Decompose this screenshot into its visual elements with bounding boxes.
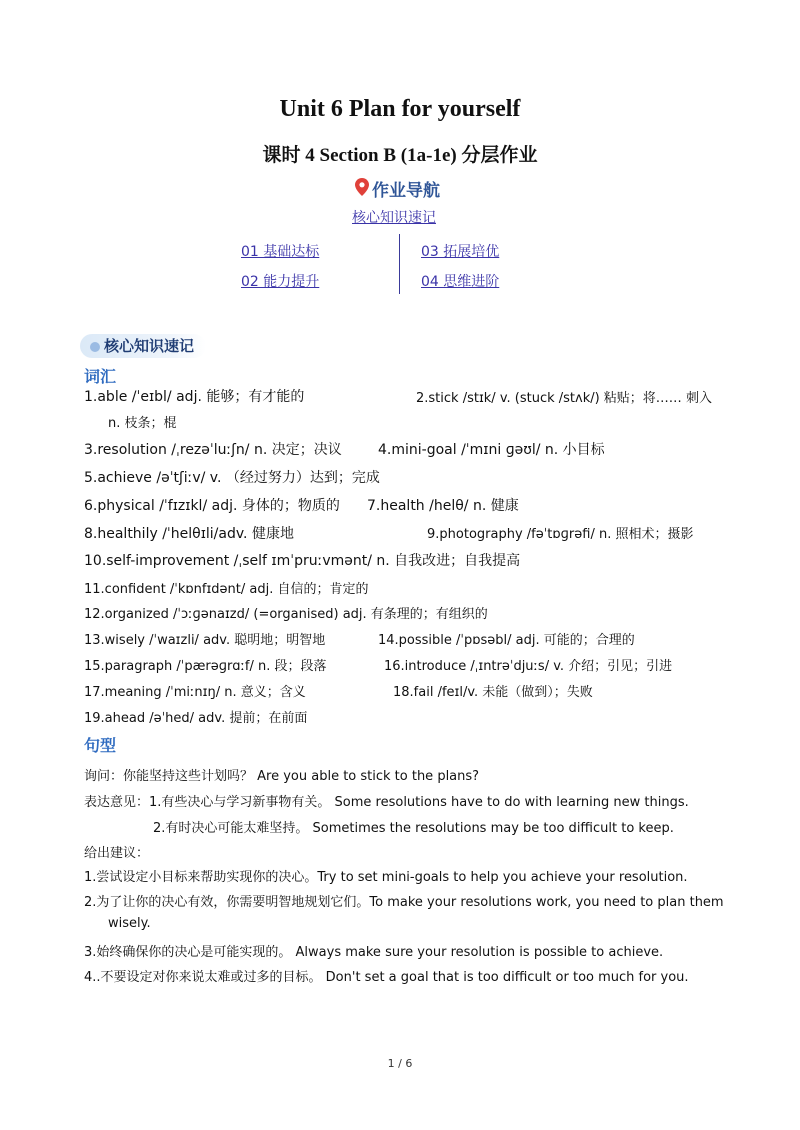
sentence-line: 2.为了让你的决心有效，你需要明智地规划它们。To make your resolutions work, you need to plan them	[84, 895, 724, 910]
sentence-line: 1.尝试设定小目标来帮助实现你的决心。Try to set mini-goals to help you achieve your resolution.	[84, 870, 688, 885]
nav-link-basic[interactable]: 01 基础达标	[241, 244, 320, 260]
vocab-item: 8.healthily /ˈhelθɪli/adv. 健康地	[84, 526, 294, 542]
vocab-item: 15.paragraph /ˈpærəɡrɑːf/ n. 段；段落	[84, 659, 327, 674]
vocab-item: 14.possible /ˈpɒsəbl/ adj. 可能的；合理的	[378, 633, 635, 648]
sentence-line: 3.始终确保你的决心是可能实现的。 Always make sure your resolution is possible to achieve.	[84, 945, 664, 960]
vocab-item: n. 枝条；棍	[108, 416, 177, 431]
nav-link-core-knowledge[interactable]: 核心知识速记	[352, 210, 436, 226]
vocab-item: 17.meaning /ˈmiːnɪŋ/ n. 意义；含义	[84, 685, 306, 700]
vocab-item: 7.health /helθ/ n. 健康	[367, 498, 519, 514]
section-banner-label: 核心知识速记	[104, 337, 195, 355]
sentence-line: wisely.	[108, 916, 151, 931]
vocab-item: 11.confident /ˈkɒnfɪdənt/ adj. 自信的；肯定的	[84, 582, 369, 597]
sentence-heading: 句型	[84, 736, 117, 755]
sentence-line: 给出建议：	[84, 846, 150, 861]
vocab-item: 18.fail /feɪl/v. 未能（做到）；失败	[393, 685, 593, 700]
vocab-item: 10.self-improvement /ˌself ɪmˈpruːvmənt/ n. 自我改进；自我提高	[84, 553, 521, 569]
nav-link-extension[interactable]: 03 拓展培优	[421, 244, 500, 260]
section-banner	[80, 334, 206, 358]
nav-divider	[399, 234, 400, 294]
vocab-item: 4.mini-goal /ˈmɪni ɡəʊl/ n. 小目标	[378, 442, 605, 458]
sentence-line: 4..不要设定对你来说太难或过多的目标。 Don't set a goal that is too difficult or too much for you.	[84, 970, 689, 985]
sentence-line: 询问：你能坚持这些计划吗？ Are you able to stick to the plans?	[84, 769, 480, 784]
page-title: Unit 6 Plan for yourself	[279, 96, 521, 122]
vocab-item: 1.able /ˈeɪbl/ adj. 能够；有才能的	[84, 389, 305, 405]
location-pin-icon	[355, 178, 369, 196]
vocab-item: 16.introduce /ˌɪntrəˈdjuːs/ v. 介绍；引见；引进	[384, 659, 673, 674]
vocab-item: 6.physical /ˈfɪzɪkl/ adj. 身体的；物质的	[84, 498, 340, 514]
bullet-dot-icon	[90, 342, 100, 352]
page-subtitle: 课时 4 Section B (1a-1e) 分层作业	[262, 145, 538, 166]
vocab-item: 13.wisely /ˈwaɪzli/ adv. 聪明地；明智地	[84, 633, 326, 648]
vocab-item: 19.ahead /əˈhed/ adv. 提前；在前面	[84, 711, 308, 726]
page-number: 1 / 6	[387, 1057, 413, 1070]
vocab-item: 3.resolution /ˌrezəˈluːʃn/ n. 决定；决议	[84, 442, 342, 458]
vocab-item: 12.organized /ˈɔːɡənaɪzd/ (=organised) adj. 有条理的；有组织的	[84, 607, 488, 622]
nav-link-ability[interactable]: 02 能力提升	[241, 274, 320, 290]
vocab-item: 2.stick /stɪk/ v. (stuck /stʌk/) 粘贴；将…… 刺入	[416, 391, 712, 406]
nav-link-thinking[interactable]: 04 思维进阶	[421, 274, 500, 290]
vocab-item: 9.photography /fəˈtɒɡrəfi/ n. 照相术；摄影	[427, 527, 694, 542]
nav-heading: 作业导航	[372, 181, 440, 201]
vocab-heading: 词汇	[84, 367, 117, 386]
sentence-line: 表达意见：1.有些决心与学习新事物有关。 Some resolutions have to do with learning new things.	[84, 795, 689, 810]
vocab-item: 5.achieve /əˈtʃiːv/ v. （经过努力）达到；完成	[84, 470, 380, 486]
sentence-line: 2.有时决心可能太难坚持。 Sometimes the resolutions may be too difficult to keep.	[153, 821, 674, 836]
